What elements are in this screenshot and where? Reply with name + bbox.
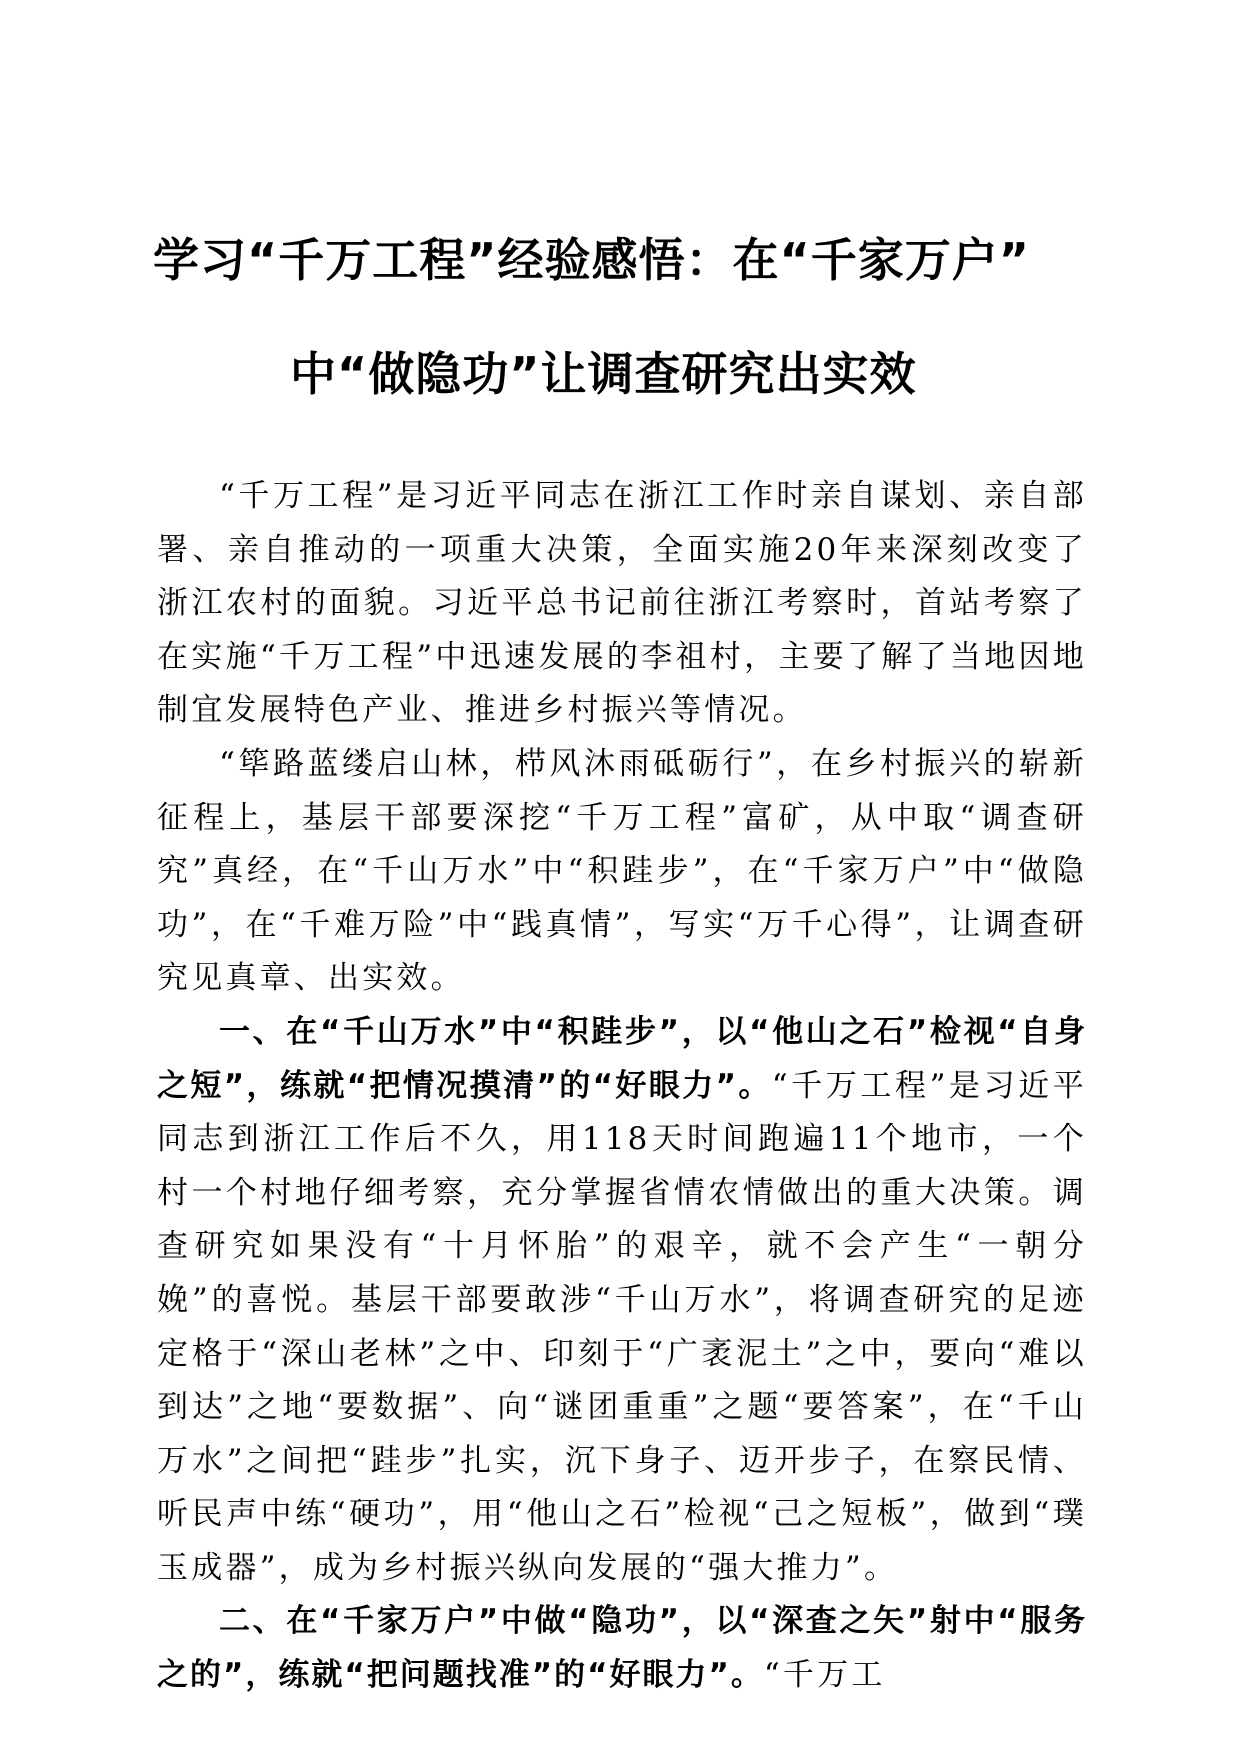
paragraph-section-2: [157, 1595, 1087, 1702]
paragraph-text: “筚路蓝缕启山林，栉风沐雨砥砺行”，在乡村振兴的崭新征程上，基层干部要深挖“千万工程”富矿，从中取“调查研究”真经，在“千山万水”中“积跬步”，在“千家万户”中“做隐功”，在“千难万险”中“践真情”，写实“万千心得”，让调查研究见真章、出实效。: [157, 745, 1087, 997]
paragraph-section-1: [157, 1006, 1087, 1596]
paragraph-overview: [157, 738, 1087, 1006]
section-heading-2: 二、在“千家万户”中做“隐功”，以“深查之矢”射中“服务之的”，练就“把问题找准”的“好眼力”。: [157, 1603, 1087, 1694]
document-body: [157, 470, 1087, 1703]
section-heading-1: 一、在“千山万水”中“积跬步”，以“他山之石”检视“自身之短”，练就“把情况摸清”的“好眼力”。: [157, 1013, 1087, 1104]
document-title-line-2: 中“做隐功”让调查研究出实效: [290, 347, 917, 401]
paragraph-text: “千万工程”是习近平同志到浙江工作后不久，用118天时间跑遍11个地市，一个村一个村地仔细考察，充分掌握省情农情做出的重大决策。调查研究如果没有“十月怀胎”的艰辛，就不会产生“一朝分娩”的喜悦。基层干部要敢涉“千山万水”，将调查研究的足迹定格于“深山老林”之中、印刻于“广袤泥土”之中，要向“难以到达”之地“要数据”、向“谜团重重”之题“要答案”，在“千山万水”之间把“跬步”扎实，沉下身子、迈开步子，在察民情、听民声中练“硬功”，用“他山之石”检视“己之短板”，做到“璞玉成器”，成为乡村振兴纵向发展的“强大推力”。: [157, 1067, 1087, 1586]
paragraph-text: “千万工程”是习近平同志在浙江工作时亲自谋划、亲自部署、亲自推动的一项重大决策，全面实施20年来深刻改变了浙江农村的面貌。习近平总书记前往浙江考察时，首站考察了在实施“千万工程”中迅速发展的李祖村，主要了解了当地因地制宜发展特色产业、推进乡村振兴等情况。: [157, 478, 1087, 729]
document-title-line-1: 学习“千万工程”经验感悟：在“千家万户”: [153, 233, 1030, 287]
paragraph-intro: [157, 470, 1087, 738]
paragraph-text: “千万工: [763, 1657, 886, 1694]
